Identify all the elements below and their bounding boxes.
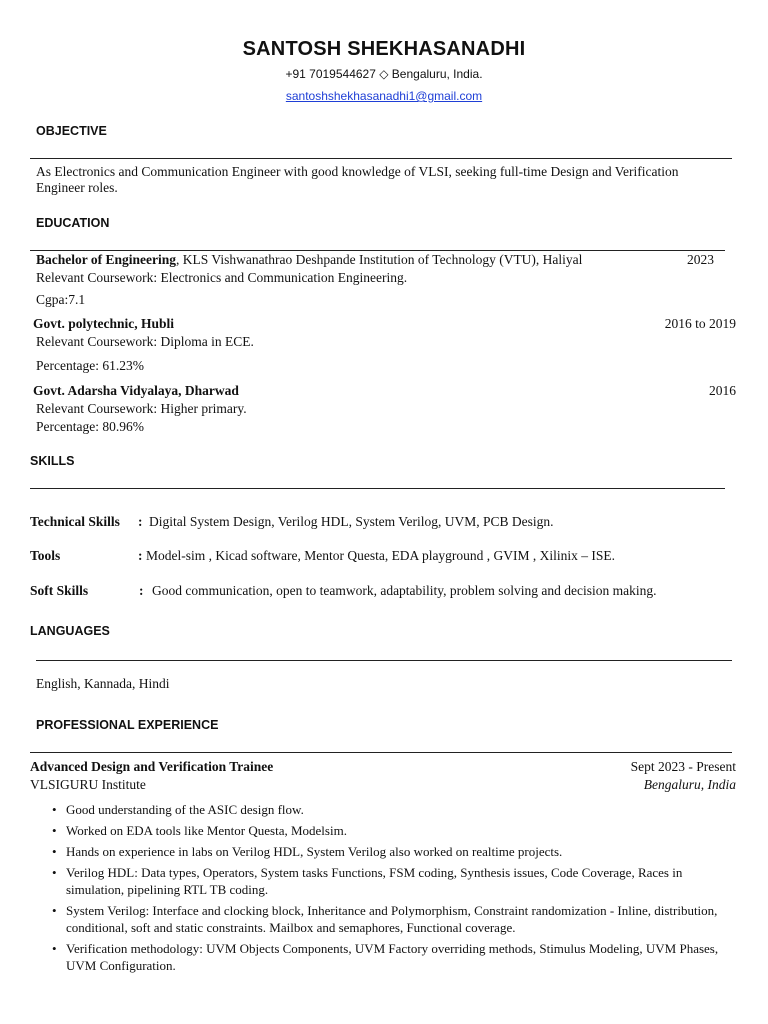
bullet-icon: •: [52, 823, 57, 838]
list-item: [46, 822, 726, 839]
experience-organization: VLSIGURU Institute: [30, 777, 146, 792]
languages-heading: LANGUAGES: [30, 624, 110, 638]
education-year: 2016 to 2019: [664, 316, 736, 331]
education-entry-title: [36, 252, 582, 268]
list-item: [46, 801, 726, 818]
education-coursework: Relevant Coursework: Diploma in ECE.: [36, 334, 254, 349]
bullet-icon: •: [52, 941, 57, 956]
degree-institution: , KLS Vishwanathrao Deshpande Institution of Technology (VTU), Haliyal: [176, 252, 583, 267]
education-score: Percentage: 80.96%: [36, 419, 144, 434]
education-year: 2023: [687, 252, 714, 267]
skills-value-soft: Good communication, open to teamwork, adaptability, problem solving and decision making.: [152, 583, 657, 598]
experience-role: Advanced Design and Verification Trainee: [30, 759, 274, 774]
bullet-text: Hands on experience in labs on Verilog HDL, System Verilog also worked on realtime projects.: [66, 844, 563, 859]
education-year: 2016: [709, 383, 736, 398]
experience-divider: [30, 752, 732, 753]
experience-bullet-list: [46, 801, 726, 978]
contact-line: +91 7019544627 ◇ Bengaluru, India.: [285, 67, 483, 81]
skills-value-technical: Digital System Design, Verilog HDL, System Verilog, UVM, PCB Design.: [149, 514, 554, 529]
list-item: [46, 940, 726, 974]
candidate-name: SANTOSH SHEKHASANADHI: [242, 38, 526, 60]
bullet-icon: •: [52, 903, 57, 918]
skills-separator: :: [138, 548, 143, 563]
degree-title: Bachelor of Engineering: [36, 252, 176, 267]
education-heading: EDUCATION: [36, 216, 110, 230]
languages-text: English, Kannada, Hindi: [36, 676, 170, 691]
skills-heading: SKILLS: [30, 454, 75, 468]
skills-divider: [30, 488, 725, 489]
skills-label-technical: Technical Skills: [30, 514, 120, 529]
education-entry-title: Govt. polytechnic, Hubli: [33, 316, 175, 331]
bullet-icon: •: [52, 865, 57, 880]
languages-divider: [36, 660, 732, 661]
experience-dates: Sept 2023 - Present: [630, 759, 736, 774]
bullet-text: Worked on EDA tools like Mentor Questa, Modelsim.: [66, 823, 347, 838]
bullet-text: System Verilog: Interface and clocking block, Inheritance and Polymorphism, Constraint randomization - Inline, distribution, conditional, soft and static constraints. Mailbox and semaphores, Functional coverage.: [66, 903, 718, 935]
bullet-text: Verilog HDL: Data types, Operators, System tasks Functions, FSM coding, Synthesis issues, Code Coverage, Races in simulation, pipelining RTL TB coding.: [66, 865, 683, 897]
skills-label-tools: Tools: [30, 548, 61, 563]
objective-heading: OBJECTIVE: [36, 124, 107, 138]
education-coursework: Relevant Coursework: Electronics and Communication Engineering.: [36, 270, 408, 285]
bullet-icon: •: [52, 844, 57, 859]
skills-value-tools: Model-sim , Kicad software, Mentor Questa, EDA playground , GVIM , Xilinix – ISE.: [146, 548, 616, 563]
list-item: [46, 864, 726, 898]
bullet-text: Verification methodology: UVM Objects Components, UVM Factory overriding methods, Stimulus Modeling, UVM Phases, UVM Configuration.: [66, 941, 719, 973]
education-score: Cgpa:7.1: [36, 292, 86, 307]
list-item: [46, 843, 726, 860]
skills-separator: :: [139, 583, 144, 598]
skills-label-soft: Soft Skills: [30, 583, 89, 598]
list-item: [46, 902, 726, 936]
bullet-icon: •: [52, 802, 57, 817]
education-score: Percentage: 61.23%: [36, 358, 144, 373]
education-divider: [30, 250, 725, 251]
email-link[interactable]: santoshshekhasanadhi1@gmail.com: [285, 89, 483, 103]
bullet-text: Good understanding of the ASIC design flow.: [66, 802, 304, 817]
education-entry-title: Govt. Adarsha Vidyalaya, Dharwad: [33, 383, 239, 398]
skills-separator: :: [138, 514, 143, 529]
education-coursework: Relevant Coursework: Higher primary.: [36, 401, 247, 416]
objective-text: As Electronics and Communication Engineer with good knowledge of VLSI, seeking full-time Design and Verification Engineer roles.: [36, 164, 679, 195]
objective-divider: [30, 158, 732, 159]
email-line: [0, 89, 768, 103]
experience-heading: PROFESSIONAL EXPERIENCE: [36, 718, 219, 732]
experience-location: Bengaluru, India: [643, 777, 736, 792]
